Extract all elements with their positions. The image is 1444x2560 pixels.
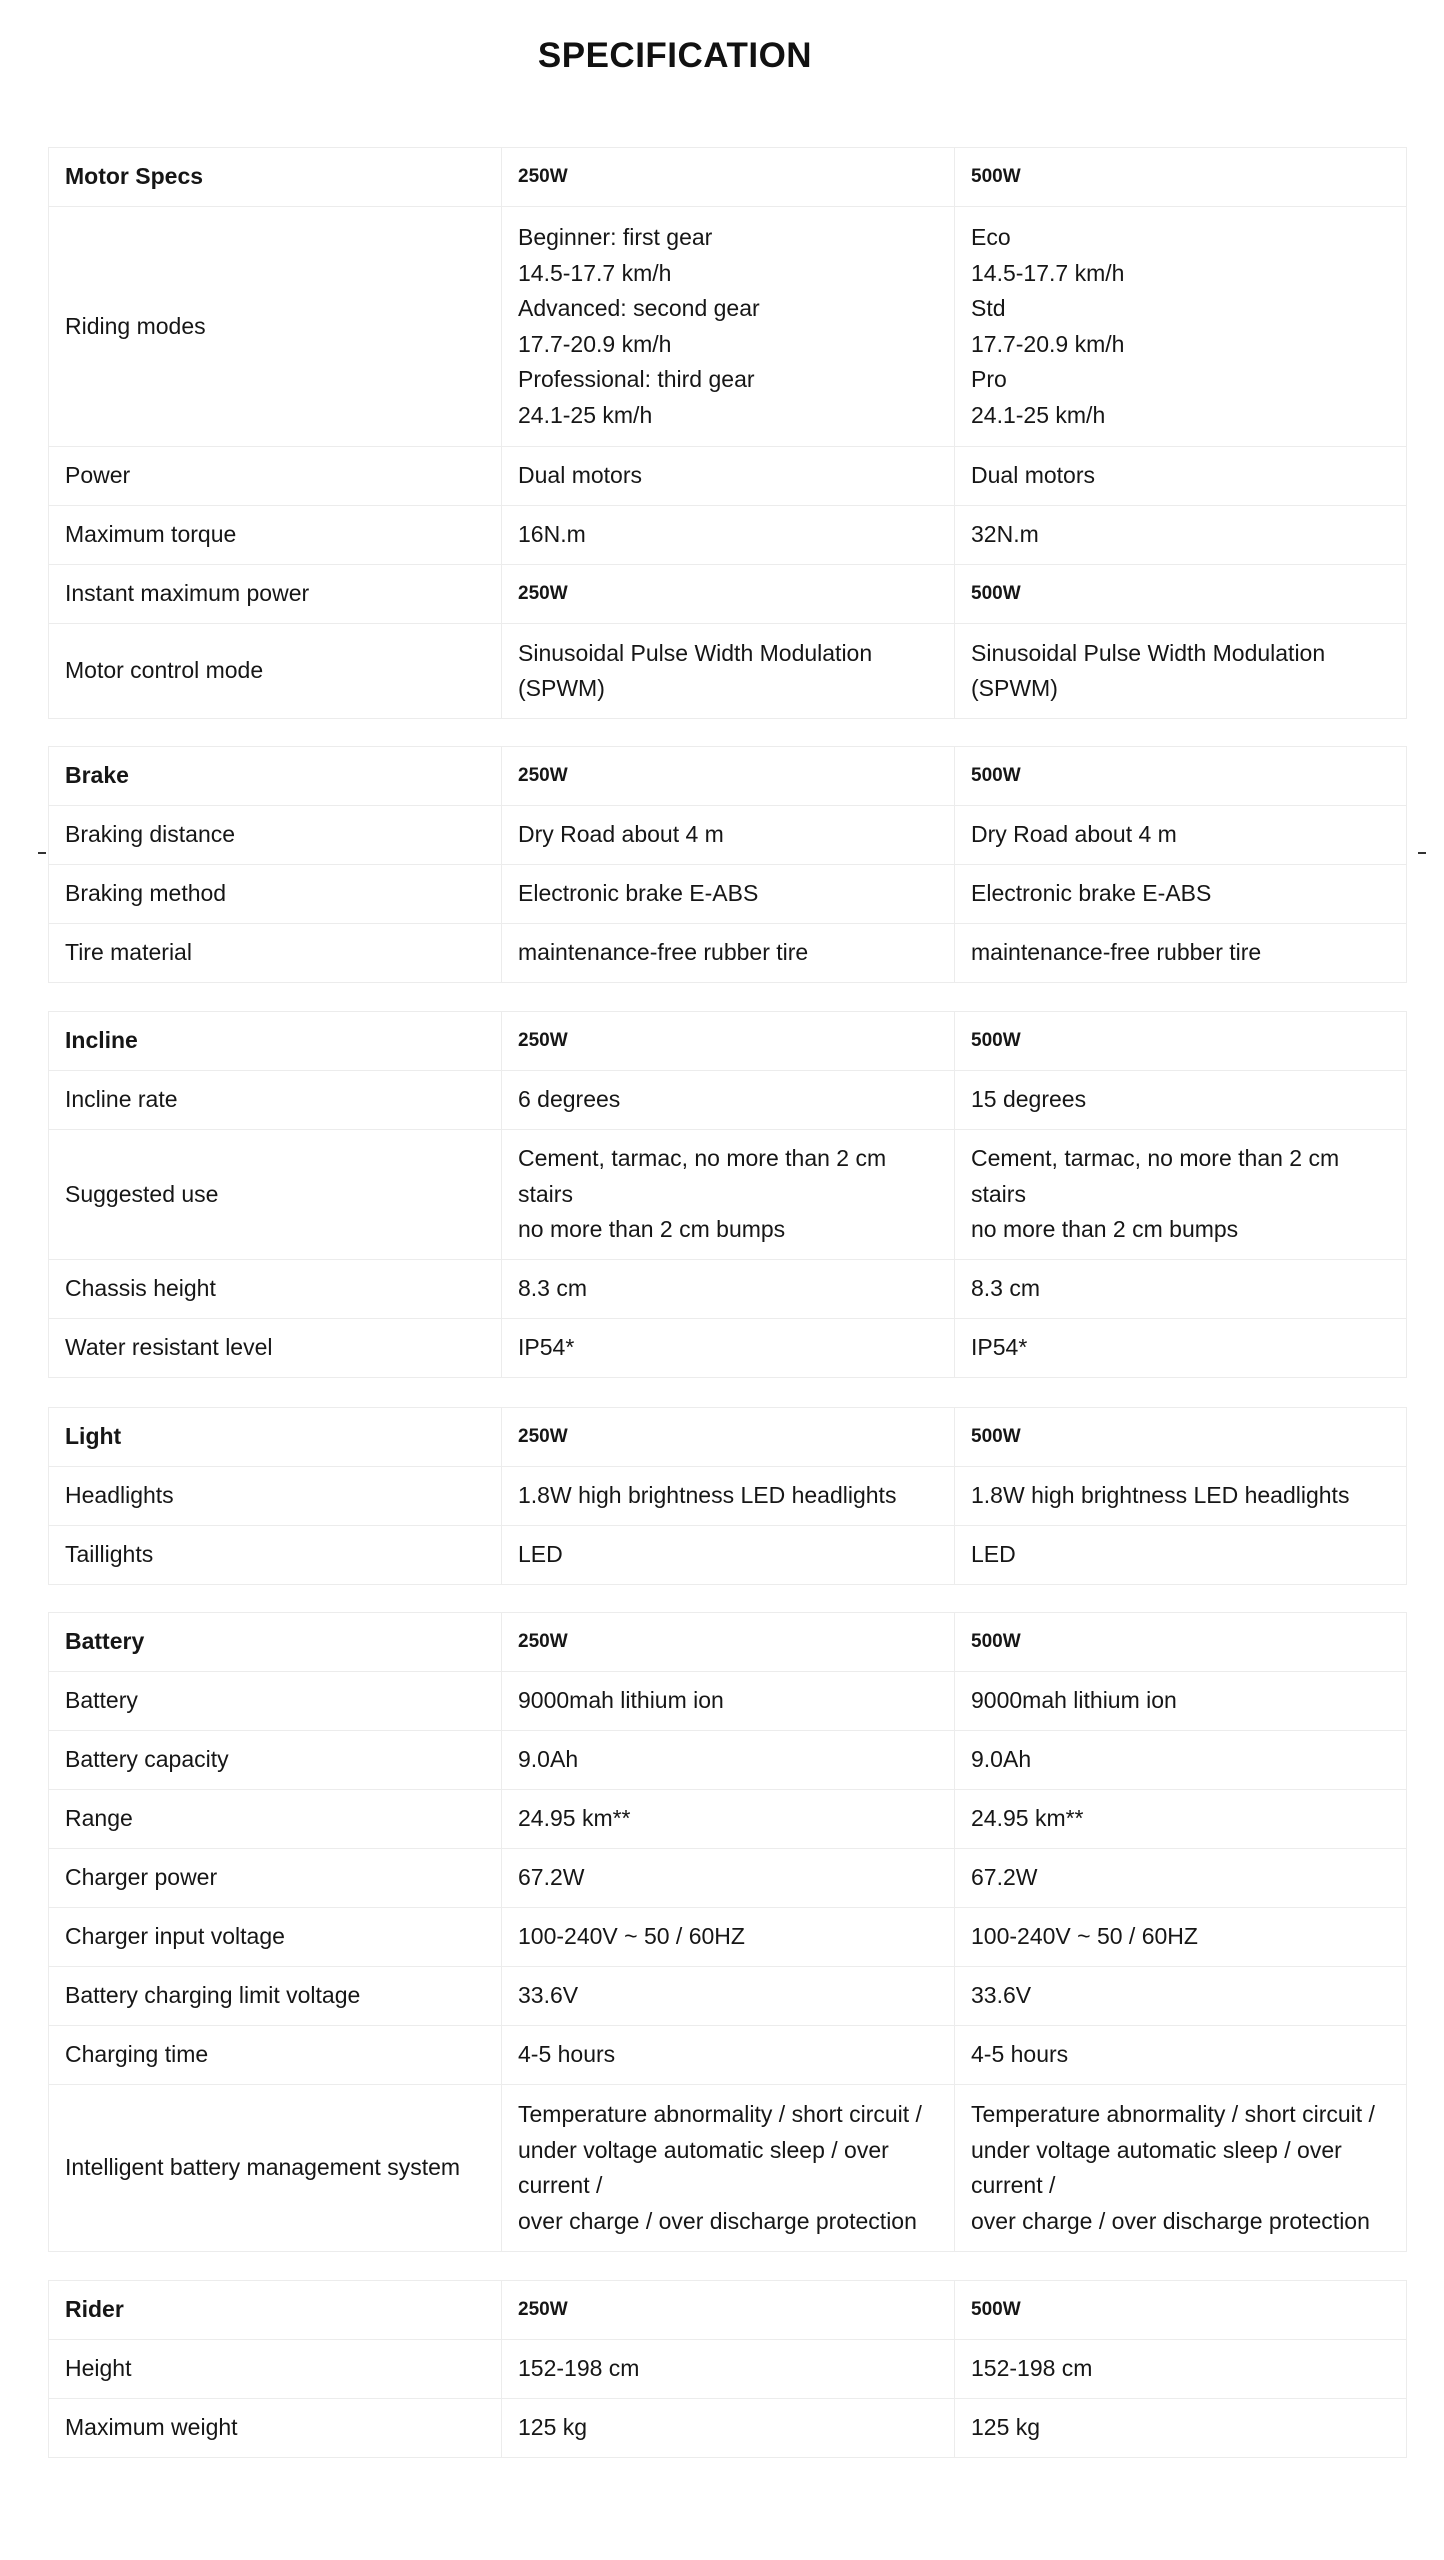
table-row (49, 806, 1407, 865)
spec-value-250w: 9000mah lithium ion (502, 1672, 955, 1731)
spec-value-500w: 9.0Ah (955, 1731, 1407, 1790)
spec-value-500w: 9000mah lithium ion (955, 1672, 1407, 1731)
table-row (49, 207, 1407, 447)
value-line: no more than 2 cm bumps (971, 1216, 1239, 1243)
value-line: Std (971, 295, 1006, 321)
value-line: 17.7-20.9 km/h (971, 330, 1125, 357)
value-line: 14.5-17.7 km/h (518, 259, 672, 286)
value-line: Cement, tarmac, no more than 2 cm (971, 1145, 1340, 1172)
spec-label: Braking distance (49, 806, 502, 865)
spec-label: Motor control mode (49, 624, 502, 719)
table-row (49, 1908, 1407, 1967)
section-title: Brake (49, 747, 502, 806)
spec-value-250w: 100-240V ~ 50 / 60HZ (502, 1908, 955, 1967)
spec-label: Maximum torque (49, 506, 502, 565)
table-row (49, 1319, 1407, 1378)
table-row (49, 506, 1407, 565)
table-row (49, 2340, 1407, 2399)
value-line: 24.1-25 km/h (518, 401, 653, 428)
column-header-250w: 250W (502, 1408, 955, 1467)
spec-value-500w: Dual motors (955, 447, 1407, 506)
spec-label: Power (49, 447, 502, 506)
table-row (49, 1731, 1407, 1790)
battery-table (48, 1612, 1407, 2252)
spec-label: Taillights (49, 1526, 502, 1585)
incline-table (48, 1011, 1407, 1378)
motor-specs-table (48, 147, 1407, 719)
spec-label: Height (49, 2340, 502, 2399)
value-line: no more than 2 cm bumps (518, 1216, 786, 1243)
column-header-500w: 500W (955, 2281, 1407, 2340)
spec-value-500w: 67.2W (955, 1849, 1407, 1908)
table-row (49, 447, 1407, 506)
value-line: (SPWM) (971, 675, 1058, 701)
column-header-250w: 250W (502, 148, 955, 207)
table-row (49, 1790, 1407, 1849)
spec-label: Charger power (49, 1849, 502, 1908)
spec-value-500w (955, 207, 1407, 447)
spec-value-250w: 125 kg (502, 2399, 955, 2458)
value-line: Beginner: first gear (518, 224, 713, 250)
table-row (49, 2026, 1407, 2085)
table-header-row (49, 1613, 1407, 1672)
spec-value-250w (502, 1130, 955, 1260)
value-line: 14.5-17.7 km/h (971, 259, 1125, 286)
light-table (48, 1407, 1407, 1585)
spec-value-500w: 4-5 hours (955, 2026, 1407, 2085)
column-header-250w: 250W (502, 1012, 955, 1071)
value-line: 24.1-25 km/h (971, 401, 1106, 428)
spec-label: Battery (49, 1672, 502, 1731)
spec-value-250w: Dry Road about 4 m (502, 806, 955, 865)
table-header-row (49, 1408, 1407, 1467)
spec-value-250w: 24.95 km** (502, 1790, 955, 1849)
spec-value-500w: 152-198 cm (955, 2340, 1407, 2399)
spec-value-500w (955, 624, 1407, 719)
spec-value-500w: Electronic brake E-ABS (955, 865, 1407, 924)
spec-value-250w: 9.0Ah (502, 1731, 955, 1790)
value-line: current / (518, 2172, 603, 2198)
spec-label: Maximum weight (49, 2399, 502, 2458)
table-header-row (49, 1012, 1407, 1071)
section-title: Motor Specs (49, 148, 502, 207)
value-line: Eco (971, 224, 1011, 250)
spec-value-500w: 15 degrees (955, 1071, 1407, 1130)
spec-value-500w: maintenance-free rubber tire (955, 924, 1407, 983)
spec-value-500w: Dry Road about 4 m (955, 806, 1407, 865)
section-title: Light (49, 1408, 502, 1467)
table-header-row (49, 747, 1407, 806)
table-row (49, 624, 1407, 719)
table-row (49, 924, 1407, 983)
brake-table (48, 746, 1407, 983)
spec-value-250w: 4-5 hours (502, 2026, 955, 2085)
column-header-250w: 250W (502, 747, 955, 806)
column-header-500w: 500W (955, 1408, 1407, 1467)
spec-value-250w: 8.3 cm (502, 1260, 955, 1319)
value-line: Sinusoidal Pulse Width Modulation (971, 639, 1326, 666)
value-line: Advanced: second gear (518, 295, 760, 321)
spec-value-250w (502, 207, 955, 447)
section-title: Incline (49, 1012, 502, 1071)
spec-label: Intelligent battery management system (49, 2085, 502, 2252)
value-line: Professional: third gear (518, 366, 755, 392)
spec-label: Battery capacity (49, 1731, 502, 1790)
value-line: stairs (518, 1180, 573, 1207)
spec-value-250w: LED (502, 1526, 955, 1585)
table-row (49, 1967, 1407, 2026)
table-row (49, 1071, 1407, 1130)
spec-value-250w: 6 degrees (502, 1071, 955, 1130)
value-line: under voltage automatic sleep / over (971, 2136, 1342, 2163)
spec-label: Range (49, 1790, 502, 1849)
section-title: Battery (49, 1613, 502, 1672)
spec-value-500w: 500W (955, 565, 1407, 624)
value-line: over charge / over discharge protection (971, 2207, 1370, 2234)
spec-label: Water resistant level (49, 1319, 502, 1378)
column-header-500w: 500W (955, 148, 1407, 207)
spec-label: Suggested use (49, 1130, 502, 1260)
column-header-250w: 250W (502, 2281, 955, 2340)
table-row (49, 2399, 1407, 2458)
spec-value-500w: 125 kg (955, 2399, 1407, 2458)
spec-value-250w: IP54* (502, 1319, 955, 1378)
spec-label: Tire material (49, 924, 502, 983)
spec-label: Headlights (49, 1467, 502, 1526)
table-row (49, 1130, 1407, 1260)
value-line: (SPWM) (518, 675, 605, 701)
spec-label: Charger input voltage (49, 1908, 502, 1967)
spec-label: Charging time (49, 2026, 502, 2085)
table-row (49, 865, 1407, 924)
column-header-500w: 500W (955, 1613, 1407, 1672)
spec-label: Battery charging limit voltage (49, 1967, 502, 2026)
table-header-row (49, 148, 1407, 207)
value-line: under voltage automatic sleep / over (518, 2136, 889, 2163)
table-row (49, 1260, 1407, 1319)
table-row (49, 565, 1407, 624)
spec-value-250w: 1.8W high brightness LED headlights (502, 1467, 955, 1526)
value-line: 17.7-20.9 km/h (518, 330, 672, 357)
value-line: over charge / over discharge protection (518, 2207, 917, 2234)
right-edge-mark (1418, 852, 1426, 854)
spec-value-500w: 100-240V ~ 50 / 60HZ (955, 1908, 1407, 1967)
left-edge-mark (38, 852, 46, 854)
column-header-250w: 250W (502, 1613, 955, 1672)
spec-value-250w: Electronic brake E-ABS (502, 865, 955, 924)
column-header-500w: 500W (955, 1012, 1407, 1071)
page-title: SPECIFICATION (537, 36, 813, 75)
value-line: current / (971, 2172, 1056, 2198)
spec-value-500w: IP54* (955, 1319, 1407, 1378)
spec-value-250w (502, 624, 955, 719)
table-row (49, 1526, 1407, 1585)
spec-value-500w: LED (955, 1526, 1407, 1585)
table-row (49, 1467, 1407, 1526)
value-line: Cement, tarmac, no more than 2 cm (518, 1145, 887, 1172)
spec-value-500w: 24.95 km** (955, 1790, 1407, 1849)
value-line: Pro (971, 366, 1007, 392)
column-header-500w: 500W (955, 747, 1407, 806)
spec-value-500w: 1.8W high brightness LED headlights (955, 1467, 1407, 1526)
value-line: Temperature abnormality / short circuit / (971, 2101, 1375, 2127)
spec-label: Braking method (49, 865, 502, 924)
section-title: Rider (49, 2281, 502, 2340)
table-row (49, 2085, 1407, 2252)
spec-value-250w: 33.6V (502, 1967, 955, 2026)
value-line: stairs (971, 1180, 1026, 1207)
table-header-row (49, 2281, 1407, 2340)
value-line: Sinusoidal Pulse Width Modulation (518, 639, 873, 666)
spec-value-250w: 250W (502, 565, 955, 624)
spec-value-500w (955, 1130, 1407, 1260)
spec-label: Instant maximum power (49, 565, 502, 624)
spec-value-250w: 67.2W (502, 1849, 955, 1908)
spec-label: Incline rate (49, 1071, 502, 1130)
spec-value-250w: maintenance-free rubber tire (502, 924, 955, 983)
spec-value-500w: 32N.m (955, 506, 1407, 565)
spec-value-500w: 33.6V (955, 1967, 1407, 2026)
spec-label: Riding modes (49, 207, 502, 447)
spec-value-250w (502, 2085, 955, 2252)
spec-value-500w (955, 2085, 1407, 2252)
table-row (49, 1672, 1407, 1731)
table-row (49, 1849, 1407, 1908)
value-line: Temperature abnormality / short circuit / (518, 2101, 922, 2127)
spec-value-250w: 16N.m (502, 506, 955, 565)
spec-label: Chassis height (49, 1260, 502, 1319)
rider-table (48, 2280, 1407, 2458)
spec-value-250w: Dual motors (502, 447, 955, 506)
spec-value-250w: 152-198 cm (502, 2340, 955, 2399)
spec-value-500w: 8.3 cm (955, 1260, 1407, 1319)
